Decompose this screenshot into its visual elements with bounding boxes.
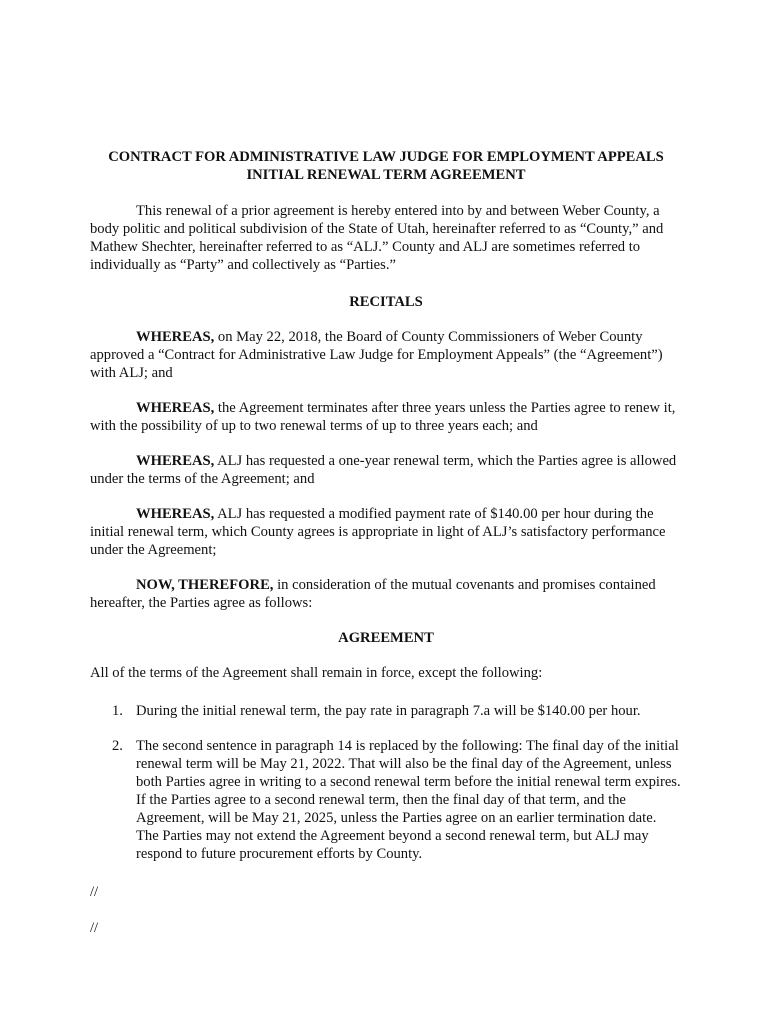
agreement-list bbox=[90, 702, 682, 863]
list-item-text: The second sentence in paragraph 14 is replaced by the following: The final day of the initial renewal term will be May 21, 2022. That will also be the final day of the Agreement, unless both Parties agree in writing to a second renewal term before the initial renewal term expires. If the Parties agree to a second renewal term, then the final day of that term, and the Agreement, will be May 21, 2025, unless the Parties agree on an earlier termination date. The Parties may not extend the Agreement beyond a second renewal term, but ALJ may respond to future procurement efforts by County. bbox=[136, 738, 681, 862]
intro-paragraph: This renewal of a prior agreement is hereby entered into by and between Weber County, a body politic and political subdivision of the State of Utah, hereinafter referred to as “County,” and Mathew Shechter, hereinafter referred to as “ALJ.” County and ALJ are sometimes referred to individually as “Party” and collectively as “Parties.” bbox=[90, 203, 664, 273]
recital-5-text: in consideration of the mutual covenants and promises contained hereafter, the Parties agree as follows: bbox=[90, 577, 656, 611]
recital-3 bbox=[90, 452, 682, 488]
recital-3-lead: WHEREAS, bbox=[136, 453, 215, 469]
continuation-mark-2: // bbox=[90, 920, 99, 936]
recital-3-text: ALJ has requested a one-year renewal term, which the Parties agree is allowed under the terms of the Agreement; and bbox=[90, 453, 677, 487]
recital-5 bbox=[90, 576, 682, 612]
recital-2-text: the Agreement terminates after three years unless the Parties agree to renew it, with the possibility of up to two renewal terms of up to three years each; and bbox=[90, 400, 676, 434]
list-item-number: 2. bbox=[112, 738, 123, 754]
recital-4 bbox=[90, 505, 682, 559]
recital-1-lead: WHEREAS, bbox=[136, 329, 215, 345]
recital-5-lead: NOW, THEREFORE, bbox=[136, 577, 274, 593]
list-item bbox=[90, 702, 682, 720]
list-item-text: During the initial renewal term, the pay rate in paragraph 7.a will be $140.00 per hour. bbox=[136, 703, 641, 719]
recital-2-lead: WHEREAS, bbox=[136, 400, 215, 416]
recitals-heading: RECITALS bbox=[349, 294, 423, 310]
list-item bbox=[90, 737, 682, 863]
recital-2 bbox=[90, 399, 682, 435]
recital-1-text: on May 22, 2018, the Board of County Commissioners of Weber County approved a “Contract for Administrative Law Judge for Employment Appeals” (the “Agreement”) with ALJ; and bbox=[90, 329, 663, 381]
agreement-intro: All of the terms of the Agreement shall remain in force, except the following: bbox=[90, 665, 543, 681]
document-body bbox=[90, 148, 682, 955]
title-line-2: INITIAL RENEWAL TERM AGREEMENT bbox=[246, 167, 526, 183]
title-line-1: CONTRACT FOR ADMINISTRATIVE LAW JUDGE FOR EMPLOYMENT APPEALS bbox=[108, 149, 664, 165]
list-item-number: 1. bbox=[112, 703, 123, 719]
recital-4-text: ALJ has requested a modified payment rate of $140.00 per hour during the initial renewal term, which County agrees is appropriate in light of ALJ’s satisfactory performance under the Agreement; bbox=[90, 506, 666, 558]
recital-4-lead: WHEREAS, bbox=[136, 506, 215, 522]
continuation-mark-1: // bbox=[90, 884, 99, 900]
agreement-heading: AGREEMENT bbox=[338, 630, 434, 646]
recital-1 bbox=[90, 328, 682, 382]
